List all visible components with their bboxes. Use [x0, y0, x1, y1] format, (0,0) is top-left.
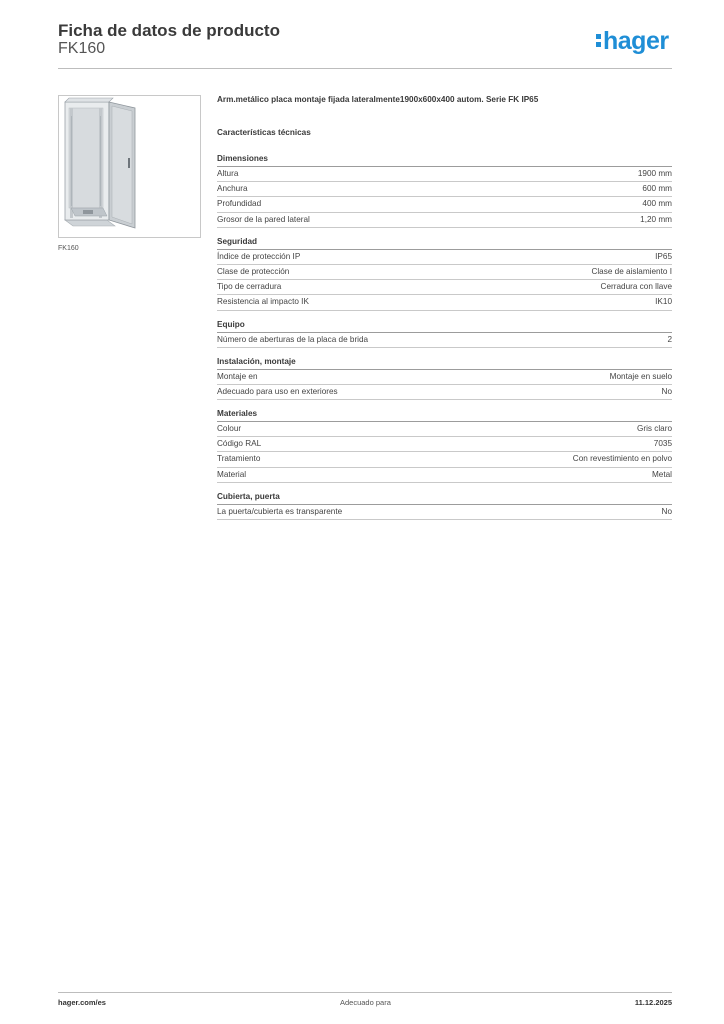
spec-section	[217, 318, 672, 348]
spec-section	[217, 490, 672, 520]
section-title: Dimensiones	[217, 152, 672, 167]
spec-value: Cerradura con llave	[600, 282, 672, 292]
logo-colon-icon	[596, 32, 601, 48]
spec-value: Montaje en suelo	[609, 371, 672, 381]
spec-row	[217, 333, 672, 348]
spec-label: Tipo de cerradura	[217, 282, 282, 292]
cabinet-illustration	[59, 96, 200, 237]
spec-label: Número de aberturas de la placa de brida	[217, 334, 369, 344]
product-description: Arm.metálico placa montaje fijada lateralmente1900x600x400 autom. Serie FK IP65	[217, 95, 539, 104]
spec-section	[217, 407, 672, 483]
spec-value: 600 mm	[642, 184, 672, 194]
spec-row	[217, 295, 672, 310]
spec-value: 7035	[653, 439, 672, 449]
spec-label: Resistencia al impacto IK	[217, 297, 309, 307]
spec-section	[217, 235, 672, 311]
spec-section	[217, 355, 672, 400]
spec-label: Índice de protección IP	[217, 251, 301, 261]
spec-label: Colour	[217, 424, 242, 434]
spec-label: La puerta/cubierta es transparente	[217, 506, 343, 516]
spec-row	[217, 505, 672, 520]
footer-divider	[58, 992, 672, 993]
footer-center-text: Adecuado para	[340, 998, 391, 1007]
spec-label: Montaje en	[217, 371, 258, 381]
spec-row	[217, 265, 672, 280]
spec-label: Anchura	[217, 184, 248, 194]
product-code: FK160	[58, 40, 106, 57]
datasheet-content	[217, 95, 672, 527]
spec-row	[217, 370, 672, 385]
spec-value: Metal	[651, 469, 672, 479]
spec-label: Clase de protección	[217, 266, 290, 276]
spec-label: Tratamiento	[217, 454, 261, 464]
spec-value: 400 mm	[642, 199, 672, 209]
section-title: Materiales	[217, 407, 672, 422]
spec-sections	[217, 152, 672, 520]
header-divider	[58, 68, 672, 69]
spec-value: Con revestimiento en polvo	[572, 454, 672, 464]
spec-row	[217, 250, 672, 265]
spec-label: Código RAL	[217, 439, 262, 449]
spec-row	[217, 213, 672, 228]
page-title: Ficha de datos de producto	[58, 21, 280, 40]
spec-row	[217, 437, 672, 452]
spec-value: Gris claro	[636, 424, 672, 434]
spec-section	[217, 152, 672, 228]
spec-row	[217, 182, 672, 197]
spec-value: 1900 mm	[637, 169, 672, 178]
spec-row	[217, 422, 672, 437]
spec-row	[217, 385, 672, 400]
spec-label: Material	[217, 469, 247, 479]
spec-value: No	[661, 506, 672, 516]
spec-value: IK10	[655, 297, 672, 307]
spec-value: No	[661, 386, 672, 396]
product-image	[58, 95, 201, 238]
spec-row	[217, 468, 672, 483]
spec-label: Grosor de la pared lateral	[217, 214, 310, 224]
hager-logo	[596, 27, 669, 56]
spec-row	[217, 280, 672, 295]
spec-row	[217, 167, 672, 182]
spec-label: Adecuado para uso en exteriores	[217, 386, 338, 396]
spec-value: 1,20 mm	[640, 214, 672, 224]
section-title: Cubierta, puerta	[217, 490, 672, 505]
spec-label: Altura	[217, 169, 239, 178]
spec-value: Clase de aislamiento I	[591, 266, 672, 276]
section-title: Instalación, montaje	[217, 355, 672, 370]
spec-row	[217, 197, 672, 212]
spec-label: Profundidad	[217, 199, 262, 209]
logo-text: hager	[603, 27, 669, 55]
image-caption: FK160	[58, 245, 79, 252]
section-title: Equipo	[217, 318, 672, 333]
footer-date: 11.12.2025	[634, 998, 672, 1007]
spec-value: IP65	[655, 251, 672, 261]
section-title: Seguridad	[217, 235, 672, 250]
technical-characteristics-title: Características técnicas	[217, 128, 311, 137]
spec-row	[217, 452, 672, 467]
footer-website-link[interactable]: hager.com/es	[58, 998, 106, 1007]
spec-value: 2	[667, 334, 672, 344]
